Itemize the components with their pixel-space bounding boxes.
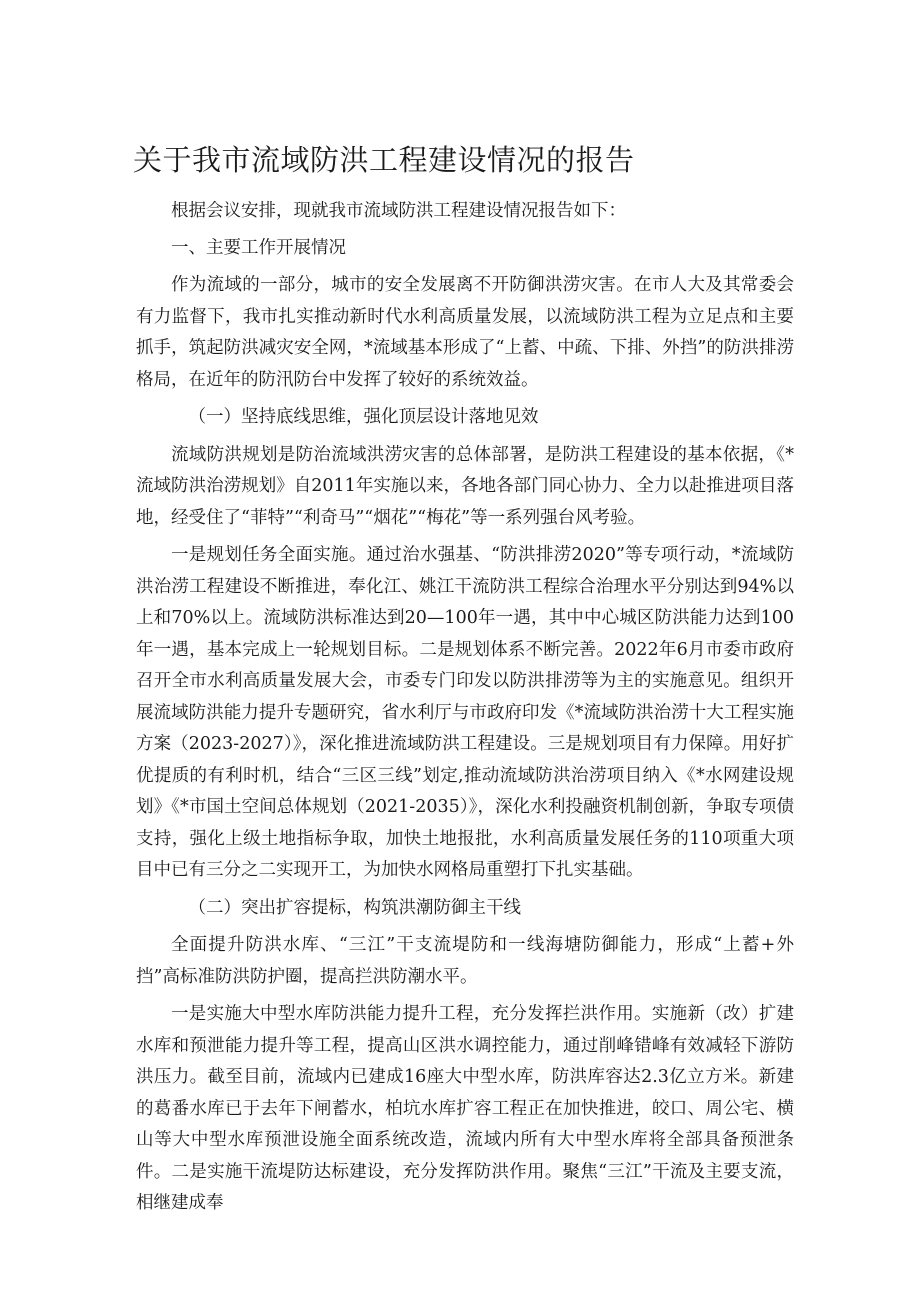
section-1-heading: 一、主要工作开展情况 (171, 237, 346, 258)
subsection-2-paragraph-1: 全面提升防洪水库、“三江”干支流堤防和一线海塘防御能力，形成“上蓄+外挡”高标准防洪防护圈，提高拦洪防潮水平。 (136, 935, 794, 987)
subsection-1-paragraph-2: 一是规划任务全面实施。通过治水强基、“防洪排涝2020”等专项行动，*流域防洪治涝工程建设不断推进，奉化江、姚江干流防洪工程综合治理水平分别达到94%以上和70%以上。流域防洪标准达到20—100年一遇，其中中心城区防洪能力达到100年一遇，基本完成上一轮规划目标。二是规划体系不断完善。2022年6月市委市政府召开全市水利高质量发展大会，市委专门印发以防洪排涝等为主的实施意见。组织开展流域防洪能力提升专题研究，省水利厅与市政府印发《*流域防洪治涝十大工程实施方案（2023-2027）》，深化推进流域防洪工程建设。三是规划项目有力保障。用好扩优提质的有利时机，结合“三区三线”划定,推动流域防洪治涝项目纳入《*水网建设规划》《*市国土空间总体规划（2021-2035）》，深化水利投融资机制创新，争取专项债支持，强化上级土地指标争取，加快土地报批，水利高质量发展任务的110项重大项目中已有三分之二实现开工，为加快水网格局重塑打下扎实基础。 (136, 545, 794, 880)
intro-paragraph: 根据会议安排，现就我市流域防洪工程建设情况报告如下： (171, 201, 626, 221)
subsection-2-heading: （二）突出扩容提标，构筑洪潮防御主干线 (188, 897, 521, 918)
subsection-1-heading: （一）坚持底线思维，强化顶层设计落地见效 (188, 407, 539, 427)
subsection-2-paragraph-2: 一是实施大中型水库防洪能力提升工程，充分发挥拦洪作用。实施新（改）扩建水库和预泄能力提升等工程，提高山区洪水调控能力，通过削峰错峰有效减轻下游防洪压力。截至目前，流域内已建成16座大中型水库，防洪库容达2.3亿立方米。新建的葛番水库已于去年下闸蓄水，柏坑水库扩容工程正在加快推进，皎口、周公宅、横山等大中型水库预泄设施全面系统改造，流域内所有大中型水库将全部具备预泄条件。二是实施干流堤防达标建设，充分发挥防洪作用。聚焦“三江”干流及主要支流，相继建成奉 (136, 1004, 794, 1213)
document-body (136, 196, 794, 1226)
subsection-1-paragraph-1: 流域防洪规划是防治流域洪涝灾害的总体部署，是防洪工程建设的基本依据，《*流域防洪治涝规划》自2011年实施以来，各地各部门同心协力、全力以赴推进项目落地，经受住了“菲特”“利奇马”“烟花”“梅花”等一系列强台风考验。 (136, 444, 794, 528)
document-title: 关于我市流域防洪工程建设情况的报告 (133, 143, 635, 177)
section-1-paragraph: 作为流域的一部分，城市的安全发展离不开防御洪涝灾害。在市人大及其常委会有力监督下，我市扎实推动新时代水利高质量发展，以流域防洪工程为立足点和主要抓手，筑起防洪减灾安全网，*流域基本形成了“上蓄、中疏、下排、外挡”的防洪排涝格局，在近年的防汛防台中发挥了较好的系统效益。 (136, 275, 794, 390)
